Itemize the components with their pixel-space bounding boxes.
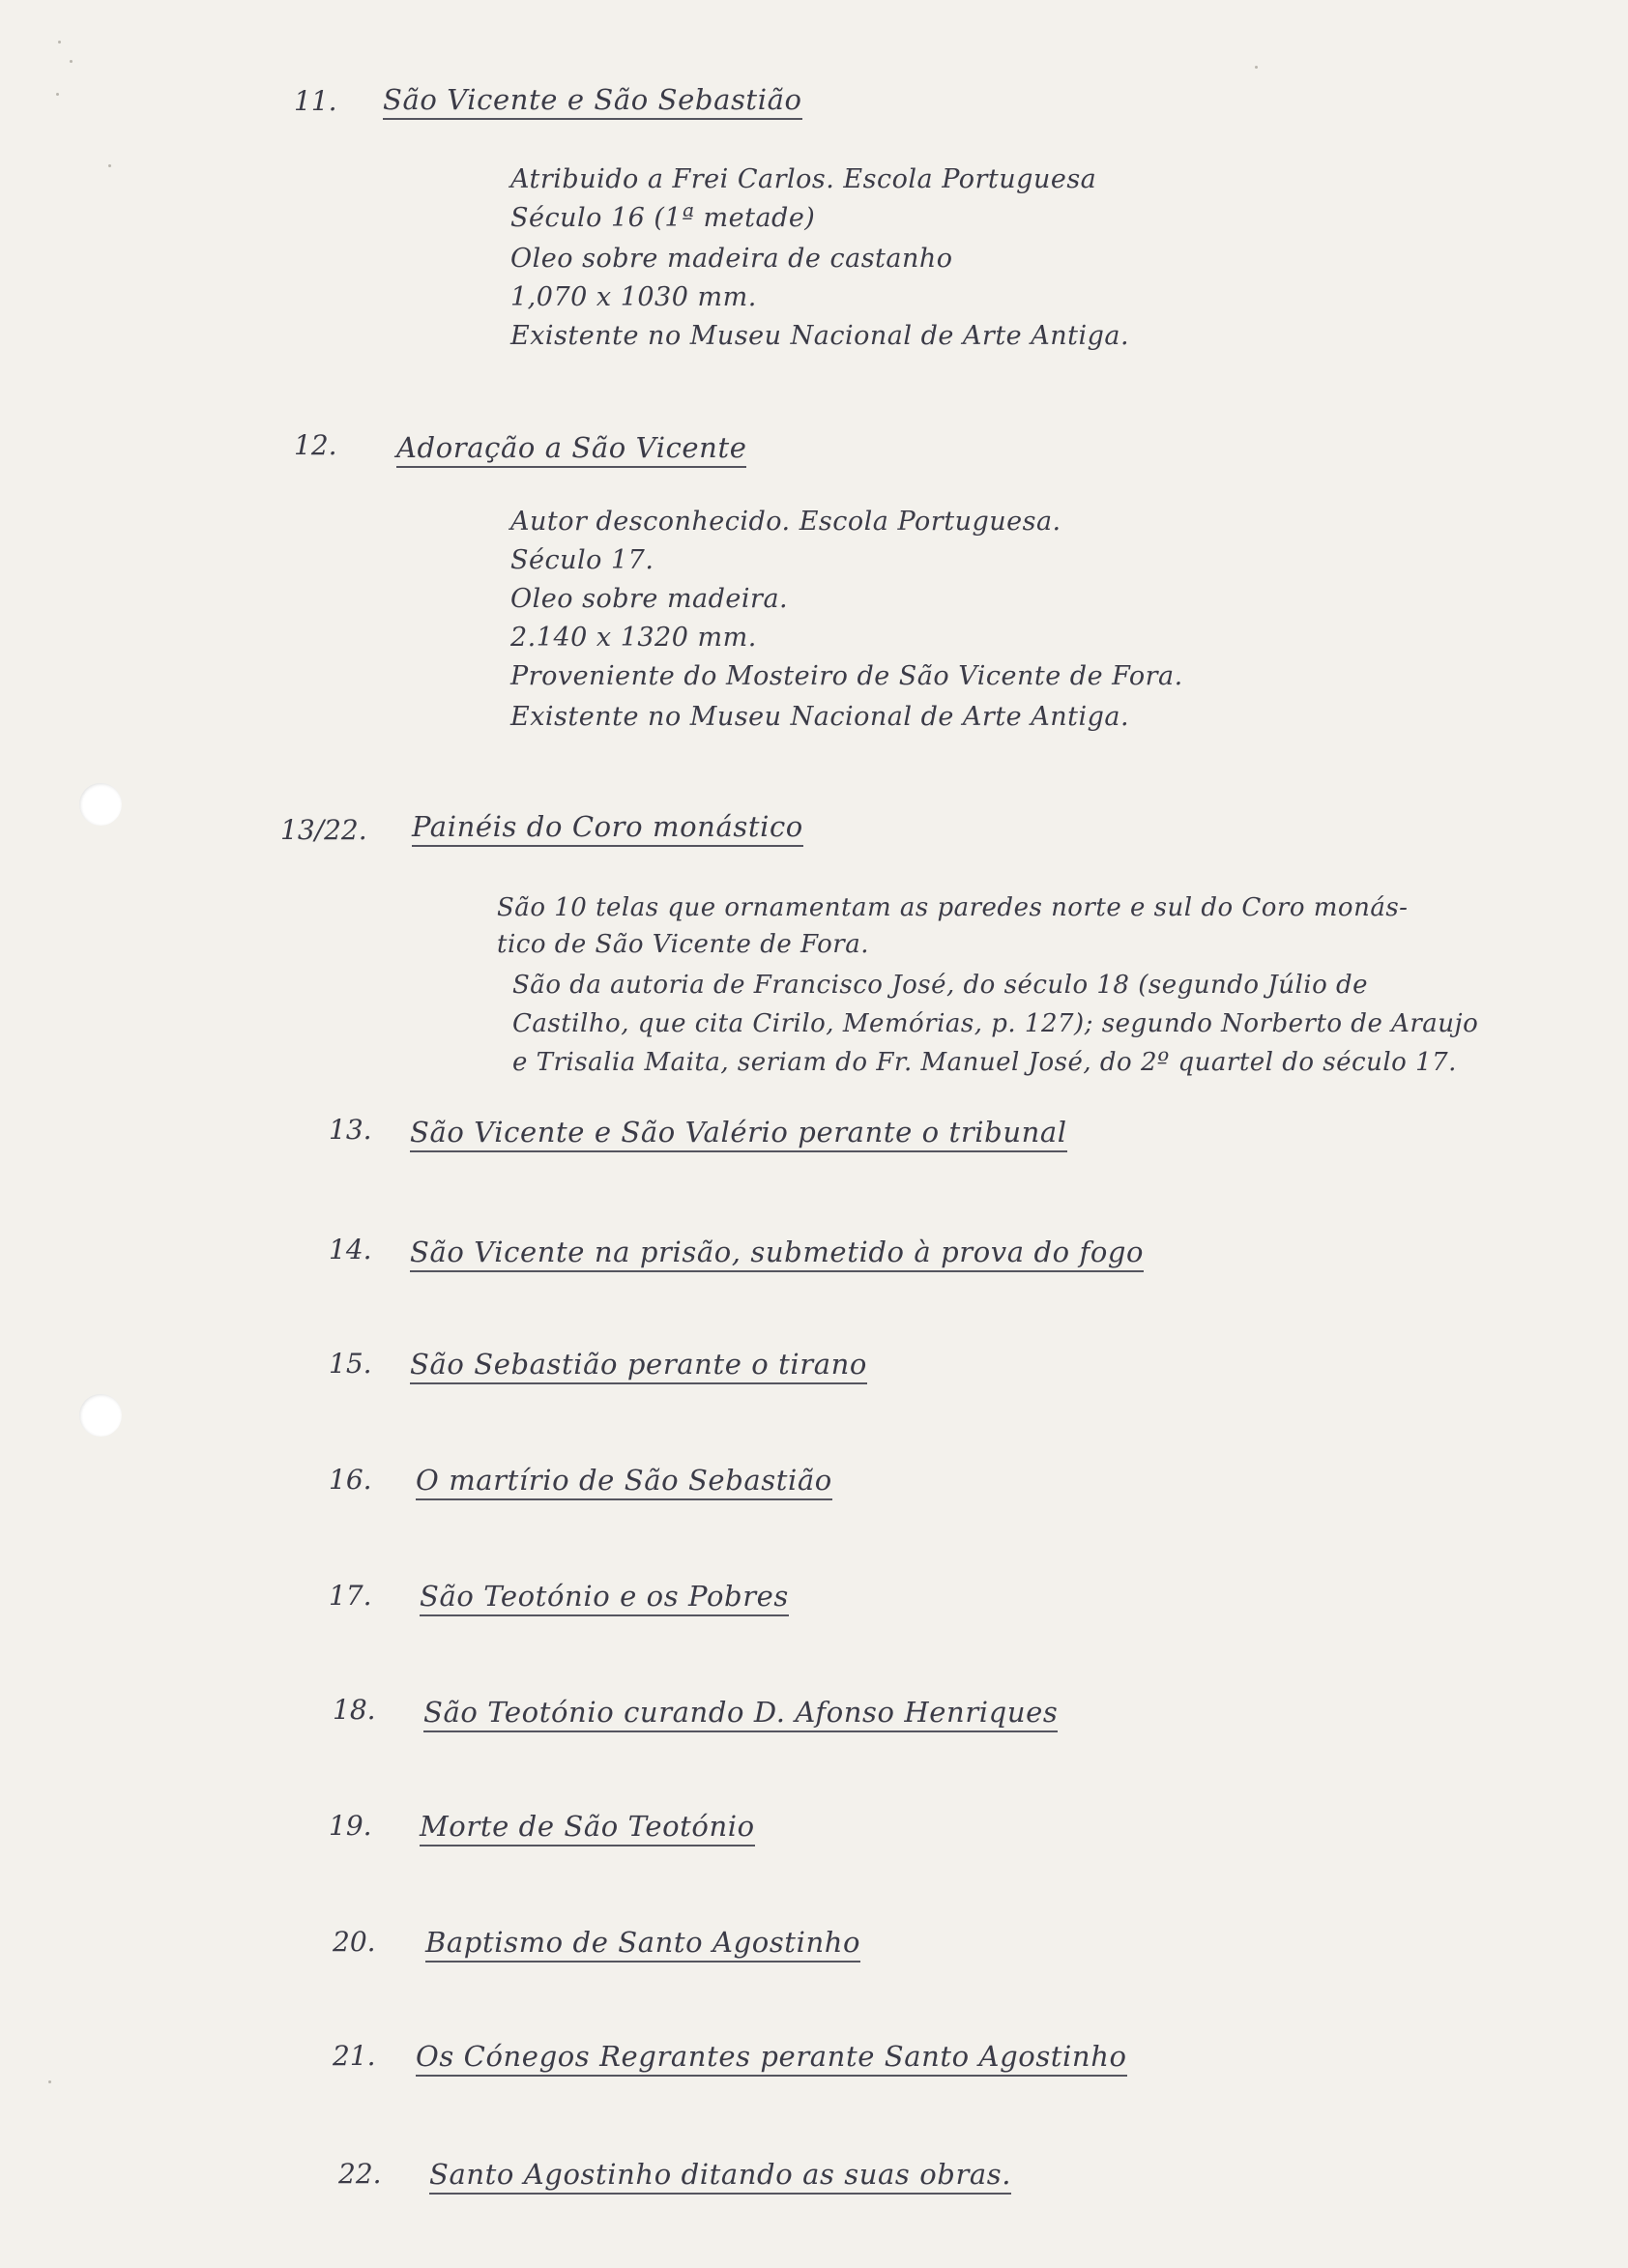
entry-12-detail-4: 2.140 x 1320 mm. [510,623,757,653]
panel-21-number: 21. [333,2040,376,2072]
entry-12-detail-2: Século 17. [510,545,654,575]
panel-21-title: Os Cónegos Regrantes perante Santo Agostinho [416,2040,1127,2077]
entry-11-detail-2: Século 16 (1ª metade) [510,203,816,233]
paper-speck [58,41,61,44]
entry-13-22-detail-4: Castilho, que cita Cirilo, Memórias, p. 127); segundo Norberto de Araujo [512,1009,1479,1038]
panel-13-title: São Vicente e São Valério perante o tribunal [410,1116,1067,1152]
entry-13-22-detail-2: tico de São Vicente de Fora. [497,930,869,959]
entry-11-number: 11. [294,85,337,117]
panel-17-title: São Teotónio e os Pobres [420,1580,789,1616]
panel-19-title: Morte de São Teotónio [420,1810,755,1846]
paper-speck [70,60,73,63]
punch-hole-upper [79,783,122,826]
panel-19-number: 19. [329,1810,372,1842]
paper-speck [48,2080,51,2083]
paper-speck [108,164,111,167]
panel-20-title: Baptismo de Santo Agostinho [425,1926,860,1963]
entry-11-detail-4: 1,070 x 1030 mm. [510,282,757,312]
paper-speck [1255,66,1258,69]
panel-22-number: 22. [338,2158,382,2190]
entry-12-detail-5: Proveniente do Mosteiro de São Vicente de Fora. [510,661,1183,691]
entry-11-detail-5: Existente no Museu Nacional de Arte Antiga. [510,321,1130,351]
panel-13-number: 13. [329,1114,372,1146]
entry-12-detail-3: Oleo sobre madeira. [510,584,789,614]
panel-14-number: 14. [329,1234,372,1265]
panel-18-title: São Teotónio curando D. Afonso Henriques [423,1696,1058,1732]
entry-12-detail-6: Existente no Museu Nacional de Arte Antiga. [510,702,1130,732]
entry-11-detail-3: Oleo sobre madeira de castanho [510,244,953,274]
entry-13-22-detail-5: e Trisalia Maita, seriam do Fr. Manuel José, do 2º quartel do século 17. [512,1048,1457,1077]
entry-12-number: 12. [294,429,337,461]
panel-15-number: 15. [329,1348,372,1380]
panel-18-number: 18. [333,1694,376,1726]
entry-11-title: São Vicente e São Sebastião [383,83,802,120]
panel-16-number: 16. [329,1464,372,1496]
entry-12-detail-1: Autor desconhecido. Escola Portuguesa. [510,507,1061,537]
entry-13-22-detail-1: São 10 telas que ornamentam as paredes norte e sul do Coro monás- [497,893,1409,922]
panel-15-title: São Sebastião perante o tirano [410,1348,867,1384]
entry-12-title: Adoração a São Vicente [396,431,746,468]
panel-20-number: 20. [333,1926,376,1958]
panel-22-title: Santo Agostinho ditando as suas obras. [429,2158,1011,2195]
panel-14-title: São Vicente na prisão, submetido à prova do fogo [410,1236,1144,1272]
entry-13-22-title: Painéis do Coro monástico [412,810,803,847]
panel-16-title: O martírio de São Sebastião [416,1464,832,1500]
punch-hole-lower [79,1394,122,1437]
entry-13-22-detail-3: São da autoria de Francisco José, do século 18 (segundo Júlio de [512,971,1369,1000]
panel-17-number: 17. [329,1580,372,1612]
entry-13-22-number: 13/22. [280,814,367,846]
entry-11-detail-1: Atribuido a Frei Carlos. Escola Portuguesa [510,164,1097,194]
paper-speck [56,93,59,96]
